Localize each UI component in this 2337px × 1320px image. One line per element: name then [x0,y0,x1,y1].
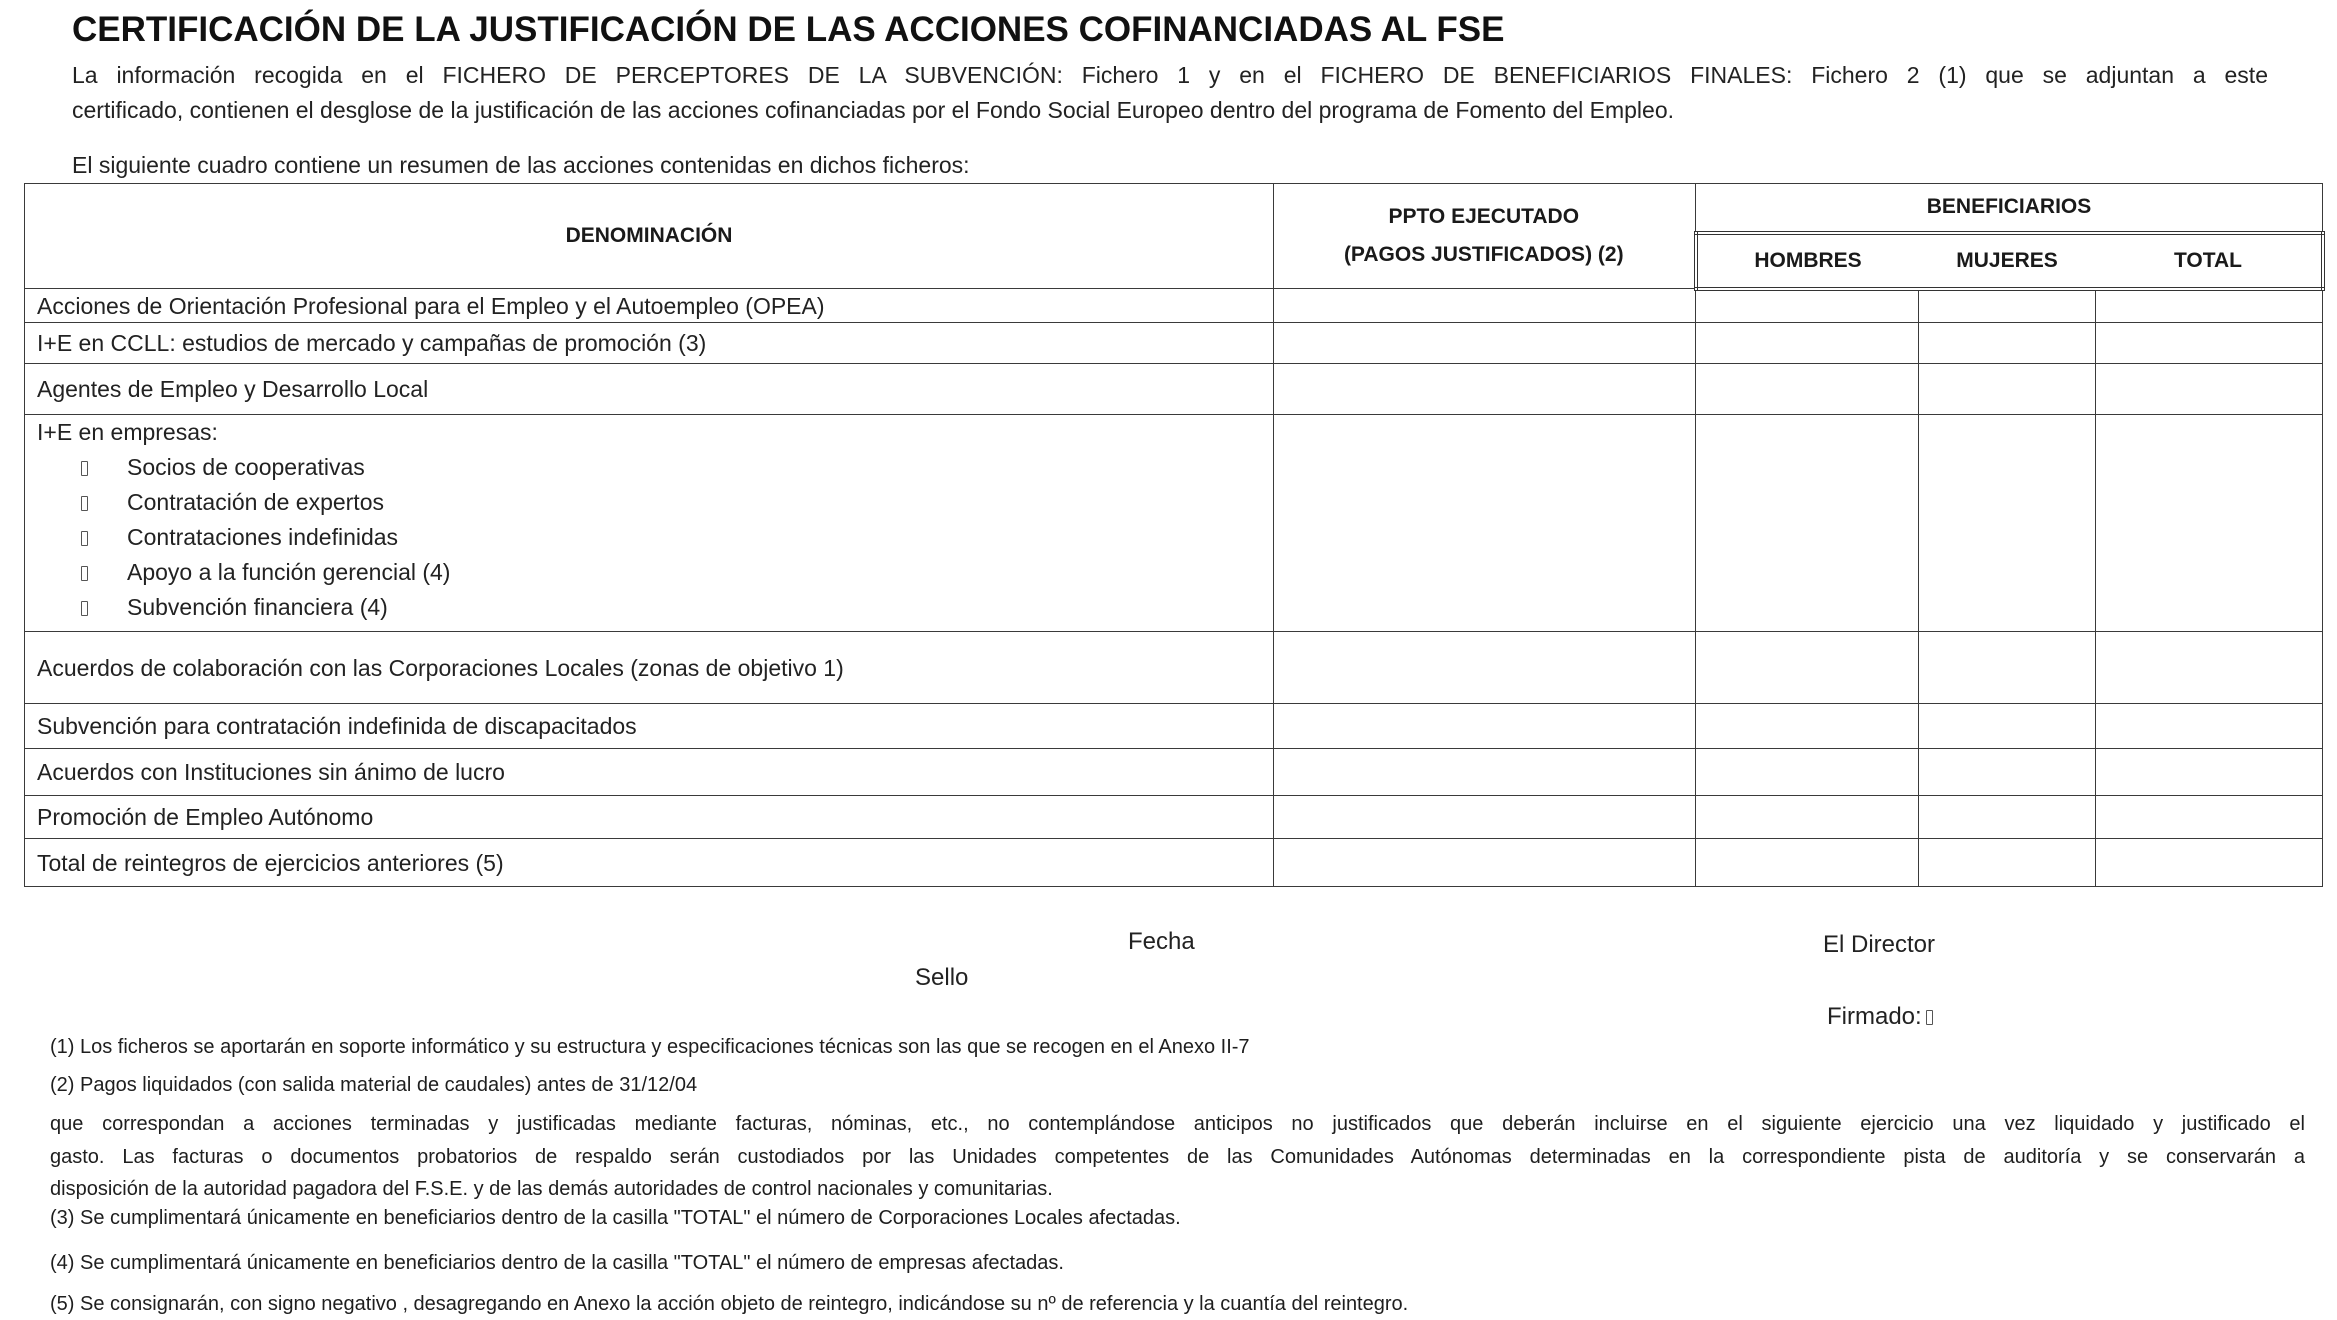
bullet-icon [81,461,88,476]
mujeres-cell [1919,364,2096,415]
list-item-label: Contrataciones indefinidas [127,524,399,550]
footnote-2-line-1: que correspondan a acciones terminadas y justificadas mediante facturas, nóminas, etc., no contemplándose anticipos no justificados que deberán incluirse en el siguiente ejercicio una vez liquidado y justificado el [50,1113,2305,1135]
header-beneficiarios: BENEFICIARIOS [1696,184,2323,233]
footnote-2: (2) Pagos liquidados (con salida material de caudales) antes de 31/12/04 [50,1074,698,1096]
director-label: El Director [1823,931,1936,958]
table-row [25,632,2323,704]
header-ppto-line-2: (PAGOS JUSTIFICADOS) (2) [1343,243,1624,266]
total-cell [2096,704,2323,749]
header-ppto-ejecutado [1274,184,1696,289]
header-hombres: HOMBRES [1696,233,1919,289]
bullet-icon [81,531,88,546]
ppto-cell [1274,704,1696,749]
footnote-2-line-3: disposición de la autoridad pagadora del F.S.E. y de las demás autoridades de control nacionales y comunitarias. [50,1178,1053,1200]
intro-line-2: certificado, contienen el desglose de la justificación de las acciones cofinanciadas por el Fondo Social Europeo dentro del programa de Fomento del Empleo. [72,97,1675,123]
list-item [37,485,1273,520]
list-item [37,555,1273,590]
summary-table [24,183,2325,887]
intro-line-1: La información recogida en el FICHERO DE PERCEPTORES DE LA SUBVENCIÓN: Fichero 1 y en el FICHERO DE BENEFICIARIOS FINALES: Fichero 2 (1) que se adjuntan a este [72,62,2268,88]
mujeres-cell [1919,796,2096,839]
row-label: I+E en CCLL: estudios de mercado y campañas de promoción (3) [25,323,1274,364]
row-label: Acuerdos de colaboración con las Corporaciones Locales (zonas de objetivo 1) [25,632,1274,704]
row-label: Agentes de Empleo y Desarrollo Local [25,364,1274,415]
row-label: Subvención para contratación indefinida de discapacitados [25,704,1274,749]
table-row [25,415,2323,632]
list-item-label: Apoyo a la función gerencial (4) [127,559,451,585]
mujeres-cell [1919,289,2096,323]
mujeres-cell [1919,749,2096,796]
list-item-label: Contratación de expertos [127,489,384,515]
total-cell [2096,749,2323,796]
list-item-label: Subvención financiera (4) [127,594,388,620]
fecha-label: Fecha [1128,928,1195,955]
ppto-cell [1274,839,1696,887]
footnote-5: (5) Se consignarán, con signo negativo , desagregando en Anexo la acción objeto de reintegro, indicándose su nº de referencia y la cuantía del reintegro. [50,1293,1409,1315]
total-cell [2096,364,2323,415]
header-ppto-line-1: PPTO EJECUTADO [1388,205,1580,228]
hombres-cell [1696,415,1919,632]
mujeres-cell [1919,632,2096,704]
footnote-4: (4) Se cumplimentará únicamente en beneficiarios dentro de la casilla "TOTAL" el número de empresas afectadas. [50,1252,1064,1274]
document-title: CERTIFICACIÓN DE LA JUSTIFICACIÓN DE LAS ACCIONES COFINANCIADAS AL FSE [72,10,1505,49]
table-intro: El siguiente cuadro contiene un resumen de las acciones contenidas en dichos ficheros: [72,152,970,178]
ppto-cell [1274,323,1696,364]
footnote-1: (1) Los ficheros se aportarán en soporte informático y su estructura y especificaciones técnicas son las que se recogen en el Anexo II-7 [50,1036,1250,1058]
list-item [37,590,1273,625]
ppto-cell [1274,796,1696,839]
hombres-cell [1696,289,1919,323]
ppto-cell [1274,632,1696,704]
ppto-cell [1274,289,1696,323]
row-label: Acuerdos con Instituciones sin ánimo de lucro [25,749,1274,796]
hombres-cell [1696,632,1919,704]
hombres-cell [1696,839,1919,887]
firmado-label: Firmado: [1827,1003,1922,1030]
total-cell [2096,796,2323,839]
header-mujeres: MUJERES [1919,233,2096,289]
header-denominacion-label: DENOMINACIÓN [565,224,733,247]
header-total: TOTAL [2096,233,2323,289]
table-row [25,796,2323,839]
table-row [25,364,2323,415]
bullet-icon [81,601,88,616]
hombres-cell [1696,704,1919,749]
hombres-cell [1696,796,1919,839]
ppto-cell [1274,749,1696,796]
total-cell [2096,415,2323,632]
table-row [25,289,2323,323]
table-row [25,323,2323,364]
row-label: Total de reintegros de ejercicios anteriores (5) [25,839,1274,887]
header-denominacion [25,184,1274,289]
total-cell [2096,839,2323,887]
mujeres-cell [1919,415,2096,632]
mujeres-cell [1919,323,2096,364]
list-item [37,520,1273,555]
bullet-icon [81,496,88,511]
row-label: Promoción de Empleo Autónomo [25,796,1274,839]
row-label: Acciones de Orientación Profesional para el Empleo y el Autoempleo (OPEA) [25,289,1274,323]
header-row [25,184,2323,233]
total-cell [2096,632,2323,704]
group-label: I+E en empresas: [37,419,218,445]
total-cell [2096,323,2323,364]
bullet-icon [81,566,88,581]
mujeres-cell [1919,839,2096,887]
hombres-cell [1696,749,1919,796]
footnote-3: (3) Se cumplimentará únicamente en beneficiarios dentro de la casilla "TOTAL" el número de Corporaciones Locales afectadas. [50,1207,1181,1229]
table-row [25,749,2323,796]
ppto-cell [1274,415,1696,632]
mujeres-cell [1919,704,2096,749]
ppto-cell [1274,364,1696,415]
table-row [25,704,2323,749]
list-item [37,450,1273,485]
hombres-cell [1696,323,1919,364]
table-row [25,839,2323,887]
firmado-line [1827,1003,1933,1031]
footnote-2-line-2: gasto. Las facturas o documentos probatorios de respaldo serán custodiados por las Unidades competentes de las Comunidades Autónomas determinadas en la correspondiente pista de auditoría y se conservarán a [50,1146,2305,1168]
list-item-label: Socios de cooperativas [127,454,365,480]
hombres-cell [1696,364,1919,415]
sello-label: Sello [915,964,969,991]
total-cell [2096,289,2323,323]
placeholder-glyph-icon [1926,1010,1933,1025]
row-group-empresas [25,415,1274,632]
